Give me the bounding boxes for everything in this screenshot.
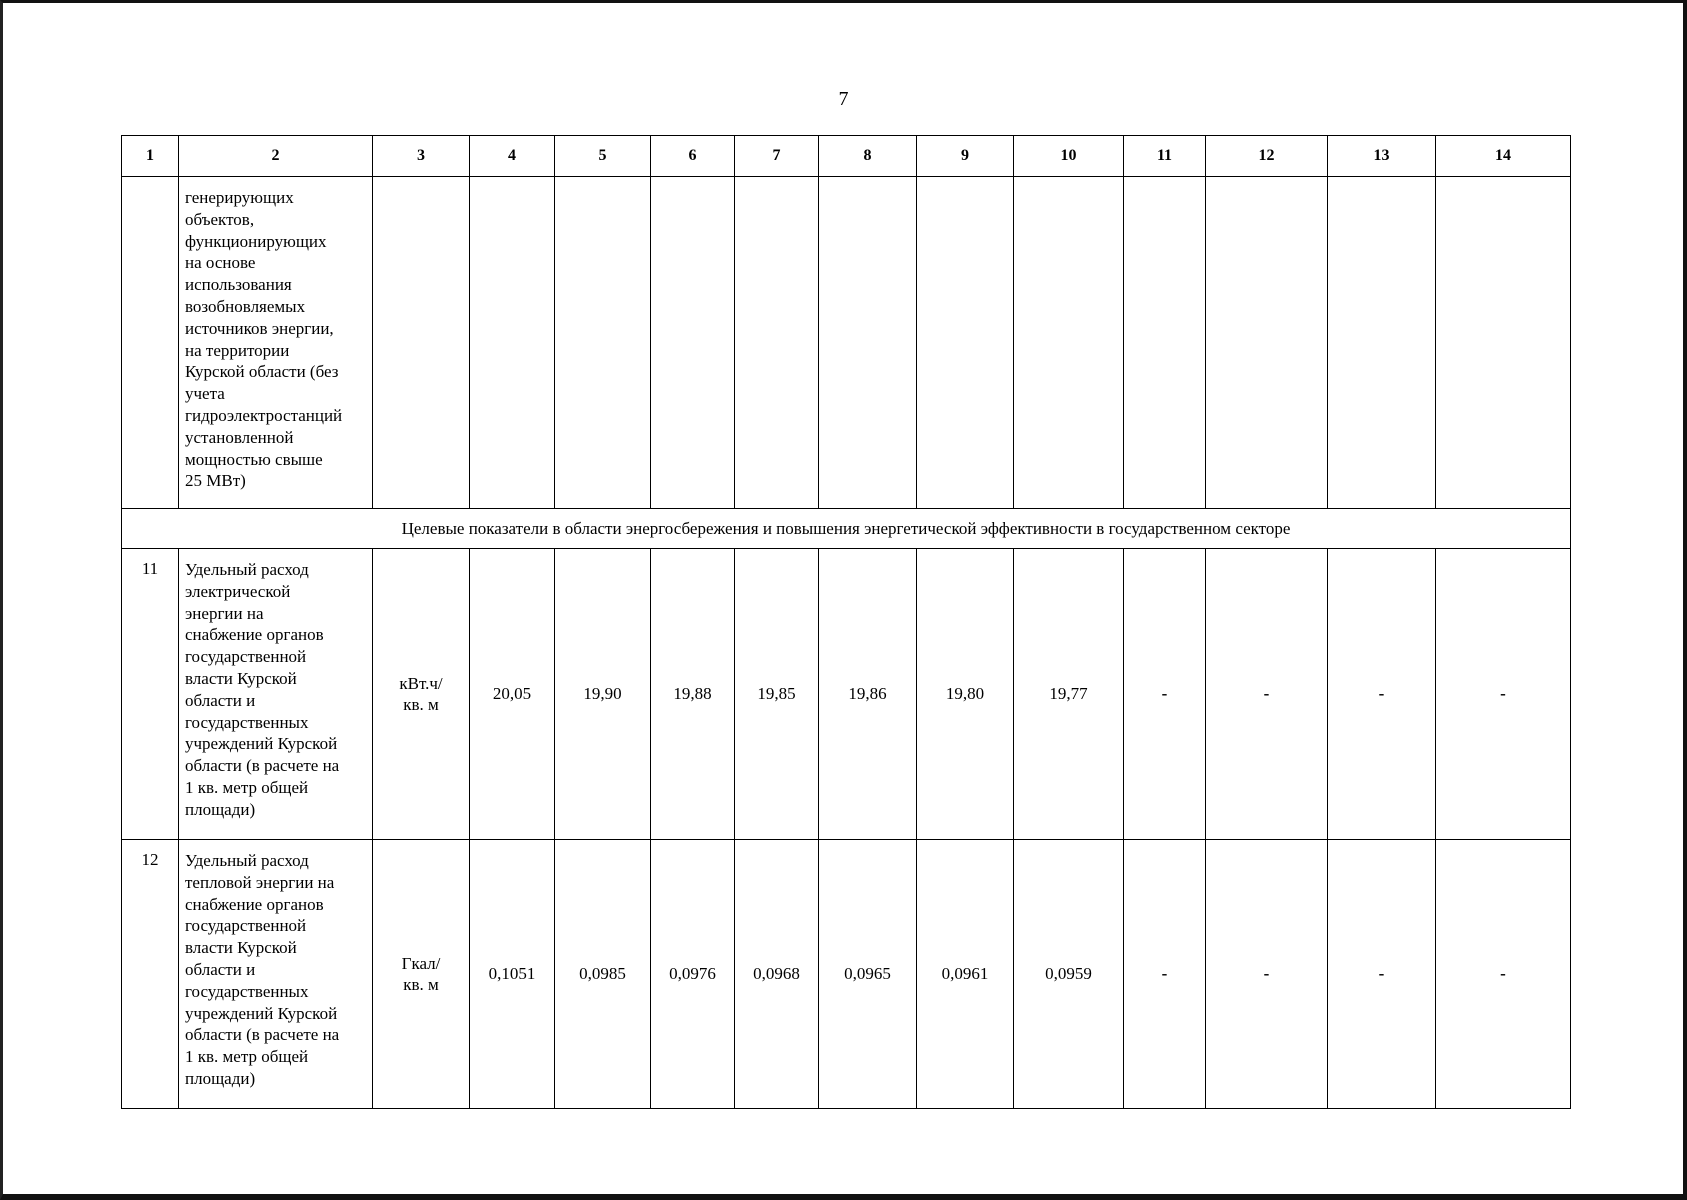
empty-value-cell: - [1206, 549, 1328, 840]
unit-cell: Гкал/ кв. м [373, 840, 470, 1109]
column-header: 12 [1206, 136, 1328, 177]
page-number: 7 [838, 88, 849, 110]
value-cell: 19,88 [651, 549, 735, 840]
column-header: 11 [1124, 136, 1206, 177]
value-cell: 19,77 [1014, 549, 1124, 840]
table-cell [1124, 177, 1206, 509]
value-cell: 20,05 [470, 549, 555, 840]
empty-value-cell: - [1436, 549, 1571, 840]
column-header: 8 [819, 136, 917, 177]
table-cell [819, 177, 917, 509]
section-heading-row [122, 509, 1571, 549]
value-cell: 0,1051 [470, 840, 555, 1109]
table-row [122, 549, 1571, 840]
column-header: 13 [1328, 136, 1436, 177]
row-number: 12 [122, 840, 179, 1109]
row-number: 11 [122, 549, 179, 840]
indicator-name-cell: Удельный расход тепловой энергии на снабжение органов государственной власти Курской области и государственных учреждений Курской области (в расчете на 1 кв. метр общей площади) [179, 840, 373, 1109]
header-row [122, 136, 1571, 177]
table-cell [122, 177, 179, 509]
value-cell: 0,0968 [735, 840, 819, 1109]
column-header: 14 [1436, 136, 1571, 177]
table-cell [651, 177, 735, 509]
indicators-table [121, 135, 1571, 1109]
column-header: 3 [373, 136, 470, 177]
column-header: 5 [555, 136, 651, 177]
empty-value-cell: - [1206, 840, 1328, 1109]
table-cell [470, 177, 555, 509]
unit-cell: кВт.ч/ кв. м [373, 549, 470, 840]
empty-value-cell: - [1124, 549, 1206, 840]
table-cell [1436, 177, 1571, 509]
value-cell: 0,0985 [555, 840, 651, 1109]
value-cell: 19,85 [735, 549, 819, 840]
value-cell: 0,0965 [819, 840, 917, 1109]
value-cell: 0,0959 [1014, 840, 1124, 1109]
empty-value-cell: - [1328, 549, 1436, 840]
column-header: 2 [179, 136, 373, 177]
table-row [122, 840, 1571, 1109]
empty-value-cell: - [1328, 840, 1436, 1109]
indicator-name-cell: Удельный расход электрической энергии на снабжение органов государственной власти Курской области и государственных учреждений Курской области (в расчете на 1 кв. метр общей площади) [179, 549, 373, 840]
value-cell: 0,0976 [651, 840, 735, 1109]
table-row-continuation [122, 177, 1571, 509]
column-header: 10 [1014, 136, 1124, 177]
table-cell [555, 177, 651, 509]
table-cell [1206, 177, 1328, 509]
empty-value-cell: - [1124, 840, 1206, 1109]
table-cell [917, 177, 1014, 509]
column-header: 4 [470, 136, 555, 177]
column-header: 6 [651, 136, 735, 177]
table-cell [373, 177, 470, 509]
value-cell: 19,80 [917, 549, 1014, 840]
column-header: 1 [122, 136, 179, 177]
column-header: 7 [735, 136, 819, 177]
column-header: 9 [917, 136, 1014, 177]
indicator-name-cell: генерирующих объектов, функционирующих на основе использования возобновляемых источников энергии, на территории Курской области (без учета гидроэлектростанций установленной мощностью свыше 25 МВт) [179, 177, 373, 509]
empty-value-cell: - [1436, 840, 1571, 1109]
value-cell: 19,86 [819, 549, 917, 840]
section-heading: Целевые показатели в области энергосбережения и повышения энергетической эффективности в государственном секторе [122, 509, 1571, 549]
table-cell [1328, 177, 1436, 509]
table-cell [735, 177, 819, 509]
value-cell: 19,90 [555, 549, 651, 840]
table-cell [1014, 177, 1124, 509]
value-cell: 0,0961 [917, 840, 1014, 1109]
